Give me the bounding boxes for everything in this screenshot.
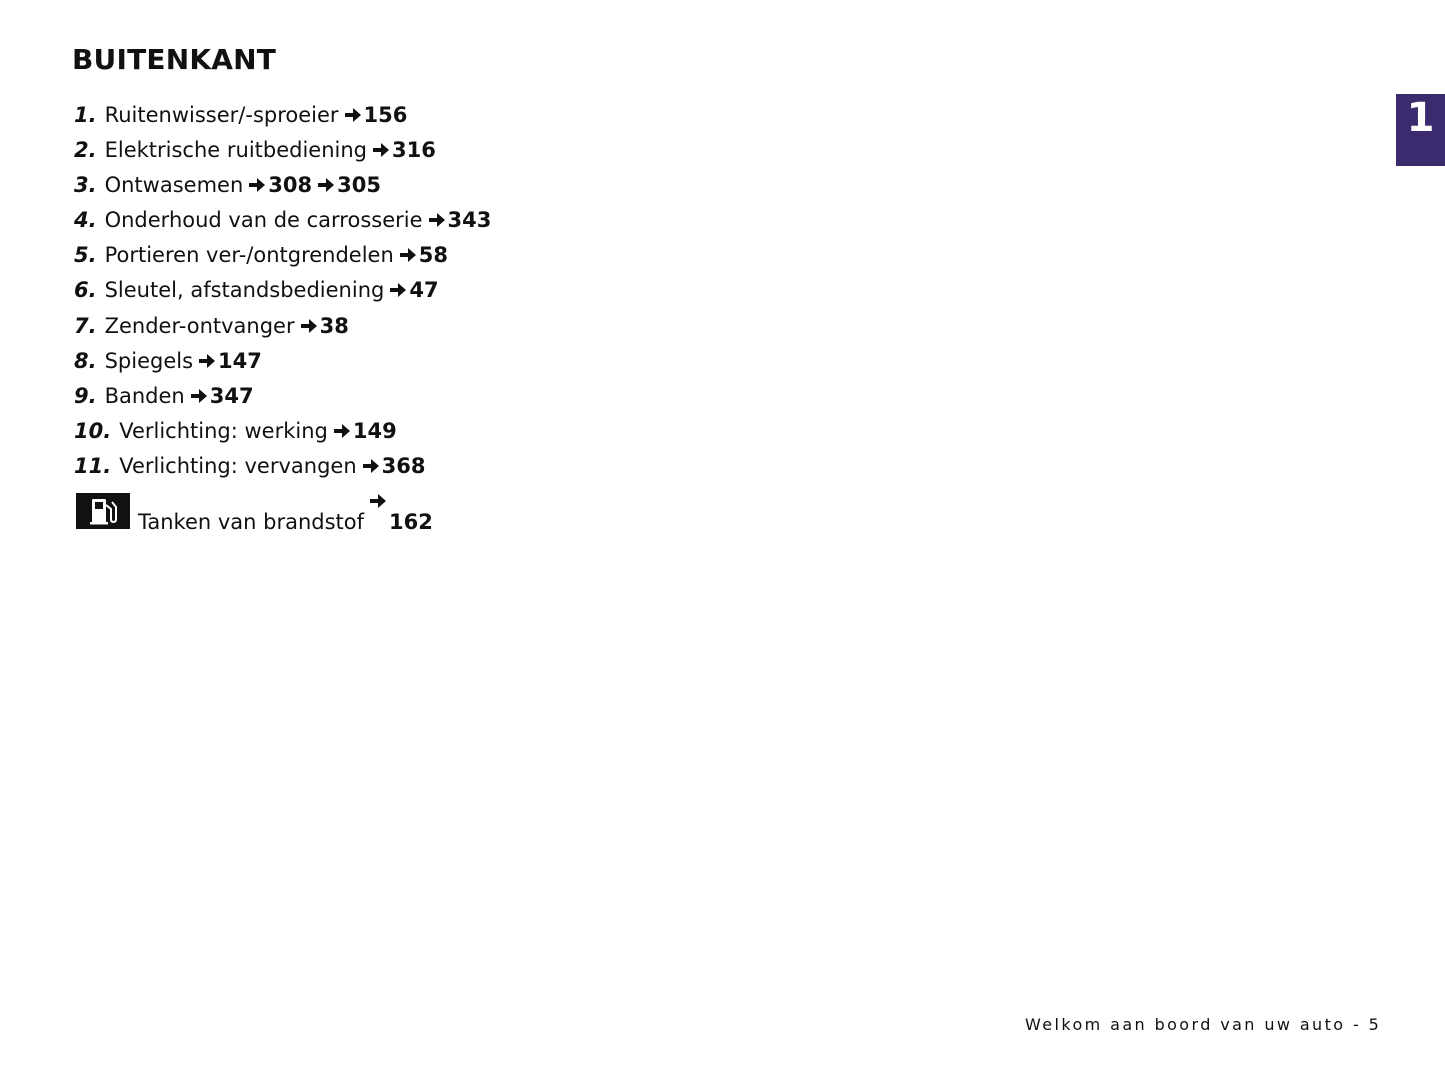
page-ref[interactable]: 147 bbox=[218, 348, 262, 373]
page-ref[interactable]: 58 bbox=[418, 243, 449, 268]
arrow-right-icon bbox=[372, 142, 390, 158]
item-label: Onderhoud van de carrosserie bbox=[104, 208, 423, 233]
arrow-right-icon bbox=[369, 493, 387, 509]
arrow-right-icon bbox=[428, 212, 446, 228]
fuel-label: Tanken van brandstof bbox=[138, 510, 365, 534]
page-ref[interactable]: 47 bbox=[409, 278, 439, 303]
arrow-right-icon bbox=[399, 247, 417, 263]
chapter-tab[interactable]: 1 bbox=[1396, 94, 1445, 166]
page-ref[interactable]: 156 bbox=[363, 103, 408, 127]
item-number: 7. bbox=[74, 313, 97, 338]
item-label: Verlichting: werking bbox=[119, 418, 328, 443]
page-footer: Welkom aan boord van uw auto - 5 bbox=[1025, 1015, 1382, 1034]
arrow-right-icon bbox=[198, 353, 216, 369]
item-number: 6. bbox=[74, 278, 97, 303]
item-label: Elektrische ruitbediening bbox=[104, 138, 368, 163]
item-number: 5. bbox=[74, 243, 97, 268]
item-label: Spiegels bbox=[104, 348, 194, 373]
arrow-right-icon bbox=[300, 318, 318, 334]
list-item bbox=[74, 203, 491, 238]
list-item bbox=[74, 414, 491, 449]
item-number: 11. bbox=[74, 453, 112, 478]
fuel-page-ref[interactable]: 162 bbox=[389, 510, 433, 534]
item-number: 2. bbox=[74, 138, 97, 163]
list-item bbox=[74, 238, 491, 273]
list-item bbox=[74, 133, 491, 168]
page-ref[interactable]: 149 bbox=[352, 418, 397, 443]
arrow-right-icon bbox=[248, 177, 266, 193]
item-label: Ruitenwisser/-sproeier bbox=[104, 103, 339, 127]
list-item bbox=[74, 273, 491, 308]
arrow-right-icon bbox=[190, 388, 208, 404]
list-item bbox=[74, 168, 491, 203]
fuel-pump-icon bbox=[76, 493, 130, 529]
item-number: 8. bbox=[74, 348, 97, 373]
item-label: Zender-ontvanger bbox=[104, 313, 295, 338]
list-item bbox=[74, 98, 491, 133]
index-list bbox=[74, 98, 491, 484]
page-ref[interactable]: 343 bbox=[447, 208, 492, 233]
list-item bbox=[74, 344, 491, 379]
section-heading: BUITENKANT bbox=[72, 43, 277, 76]
item-number: 1. bbox=[74, 103, 97, 127]
arrow-right-icon bbox=[362, 458, 380, 474]
fuel-row bbox=[76, 493, 433, 533]
arrow-right-icon bbox=[333, 423, 351, 439]
item-label: Banden bbox=[104, 383, 185, 408]
arrow-right-icon bbox=[317, 177, 335, 193]
page-ref[interactable]: 308 bbox=[268, 173, 313, 198]
page-ref[interactable]: 38 bbox=[319, 313, 349, 338]
list-item bbox=[74, 309, 491, 344]
item-label: Verlichting: vervangen bbox=[119, 453, 357, 478]
item-number: 4. bbox=[74, 208, 97, 233]
list-item bbox=[74, 379, 491, 414]
item-number: 10. bbox=[74, 418, 112, 443]
item-number: 9. bbox=[74, 383, 97, 408]
item-label: Portieren ver-/ontgrendelen bbox=[104, 243, 394, 268]
item-label: Ontwasemen bbox=[104, 173, 244, 198]
item-label: Sleutel, afstandsbediening bbox=[104, 278, 385, 303]
arrow-right-icon bbox=[344, 107, 362, 123]
page-ref[interactable]: 316 bbox=[392, 138, 436, 163]
page-ref[interactable]: 347 bbox=[209, 383, 254, 408]
item-number: 3. bbox=[74, 173, 97, 198]
page-ref[interactable]: 305 bbox=[337, 173, 381, 198]
page-ref[interactable]: 368 bbox=[381, 453, 426, 478]
arrow-right-icon bbox=[389, 282, 407, 298]
list-item bbox=[74, 449, 491, 484]
